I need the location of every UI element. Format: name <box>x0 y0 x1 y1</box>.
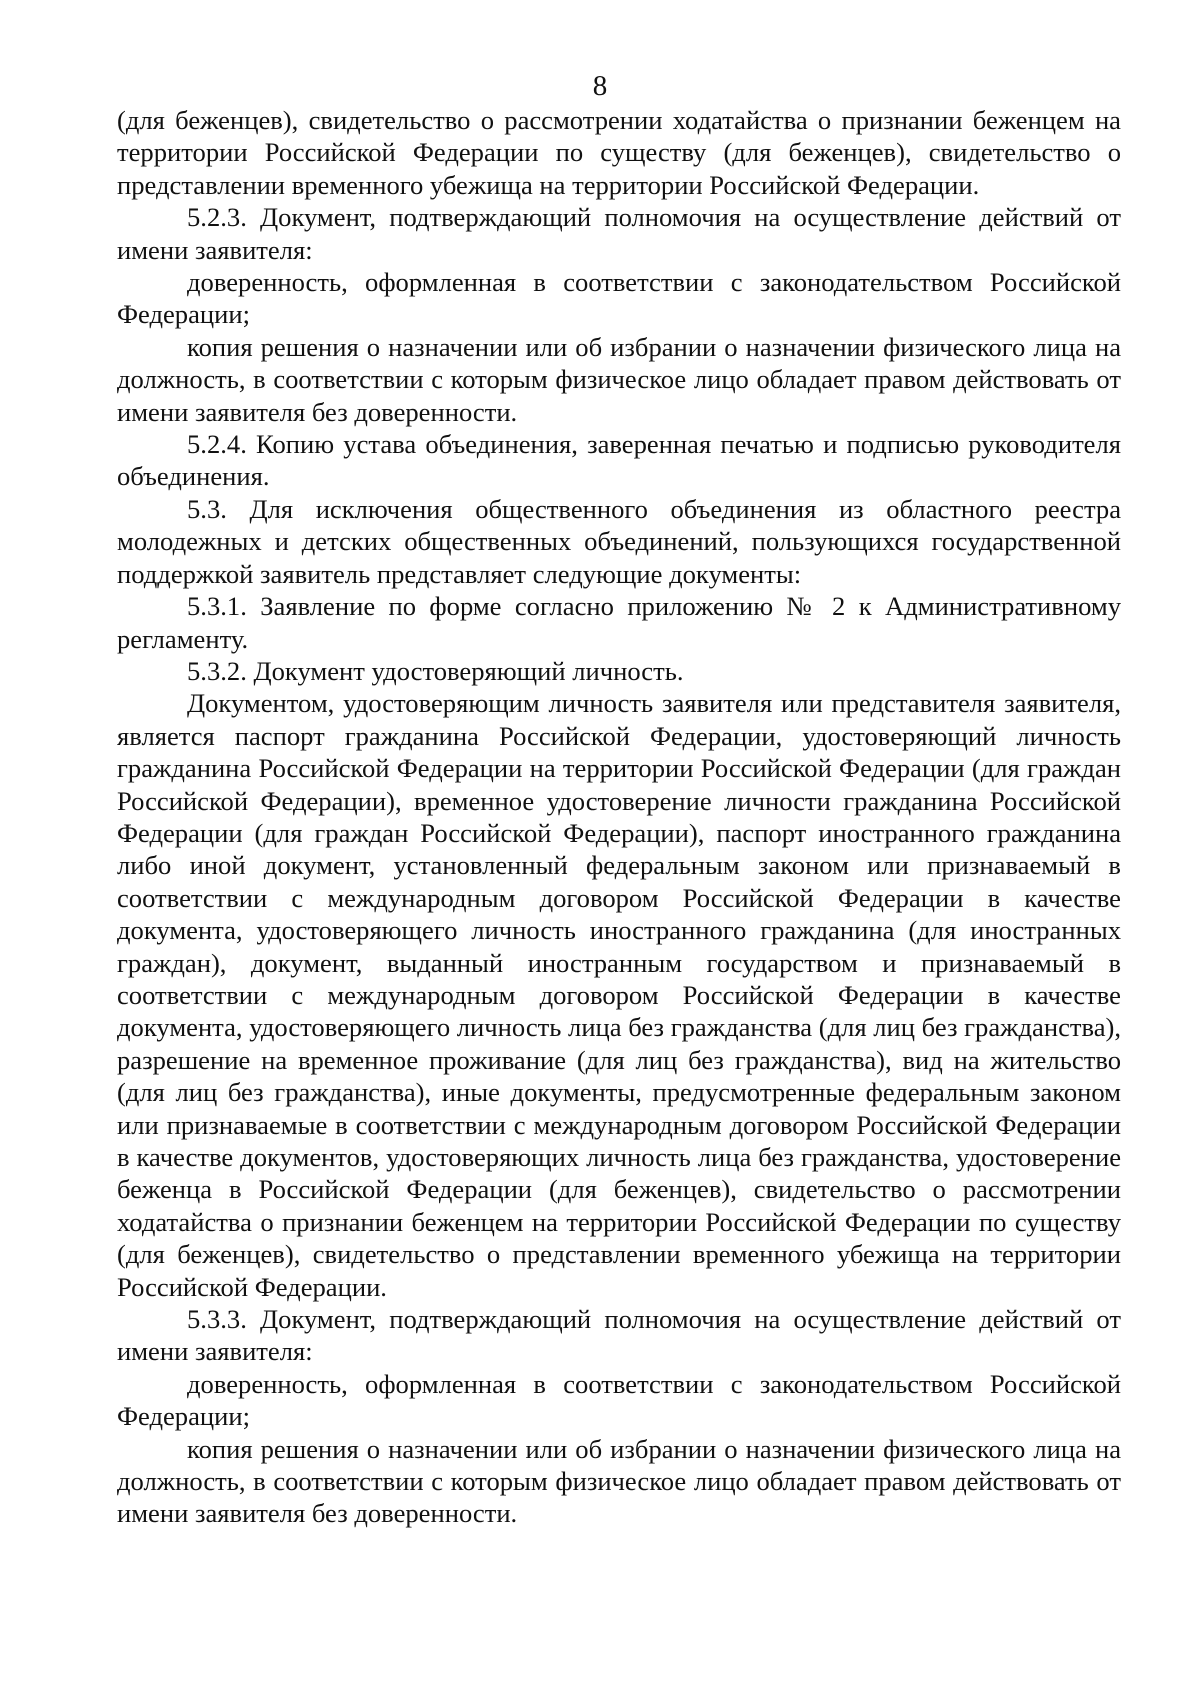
paragraph-5-3: 5.3. Для исключения общественного объединения из областного реестра молодежных и детских общественных объединений, пользующихся государственной поддержкой заявитель представляет следующие документы: <box>117 493 1121 589</box>
paragraph-power-of-attorney-2: доверенность, оформленная в соответствии с законодательством Российской Федерации; <box>117 1368 1121 1432</box>
paragraph-identity-documents: Документом, удостоверяющим личность заявителя или представителя заявителя, является паспорт гражданина Российской Федерации, удостоверяющий личность гражданина Российской Федерации на территории Российской Федерации (для граждан Российской Федерации), временное удостоверение личности гражданина Российской Федерации (для граждан Российской Федерации), паспорт иностранного гражданина либо иной документ, установленный федеральным законом или признаваемый в соответствии с международным договором Российской Федерации в качестве документа, удостоверяющего личность иностранного гражданина (для иностранных граждан), документ, выданный иностранным государством и признаваемый в соответствии с международным договором Российской Федерации в качестве документа, удостоверяющего личность лица без гражданства (для лиц без гражданства), разрешение на временное проживание (для лиц без гражданства), вид на жительство (для лиц без гражданства), иные документы, предусмотренные федеральным законом или признаваемые в соответствии с международным договором Российской Федерации в качестве документов, удостоверяющих личность лица без гражданства, удостоверение беженца в Российской Федерации (для беженцев), свидетельство о рассмотрении ходатайства о признании беженцем на территории Российской Федерации по существу (для беженцев), свидетельство о представлении временного убежища на территории Российской Федерации. <box>117 688 1122 1302</box>
paragraph-appointment-decision: копия решения о назначении или об избрании о назначении физического лица на должность, в соответствии с которым физическое лицо обладает правом действовать от имени заявителя без доверенности. <box>117 331 1121 427</box>
document-body <box>117 104 1121 1530</box>
page-number: 8 <box>592 70 608 102</box>
paragraph-power-of-attorney: доверенность, оформленная в соответствии с законодательством Российской Федерации; <box>117 267 1121 330</box>
paragraph-continuation: (для беженцев), свидетельство о рассмотрении ходатайства о признании беженцем на территории Российской Федерации по существу (для беженцев), свидетельство о представлении временного убежища на территории Российской Федерации. <box>117 105 1121 200</box>
paragraph-5-2-4: 5.2.4. Копию устава объединения, заверенная печатью и подписью руководителя объединения. <box>117 429 1121 492</box>
paragraph-5-3-2: 5.3.2. Документ удостоверяющий личность. <box>187 655 684 686</box>
paragraph-appointment-decision-2: копия решения о назначении или об избрании о назначении физического лица на должность, в соответствии с которым физическое лицо обладает правом действовать от имени заявителя без доверенности. <box>117 1433 1121 1529</box>
paragraph-5-3-3: 5.3.3. Документ, подтверждающий полномочия на осуществление действий от имени заявителя: <box>117 1304 1121 1367</box>
paragraph-5-3-1: 5.3.1. Заявление по форме согласно приложению № 2 к Административному регламенту. <box>117 591 1121 654</box>
paragraph-5-2-3: 5.2.3. Документ, подтверждающий полномочия на осуществление действий от имени заявителя: <box>117 202 1121 265</box>
